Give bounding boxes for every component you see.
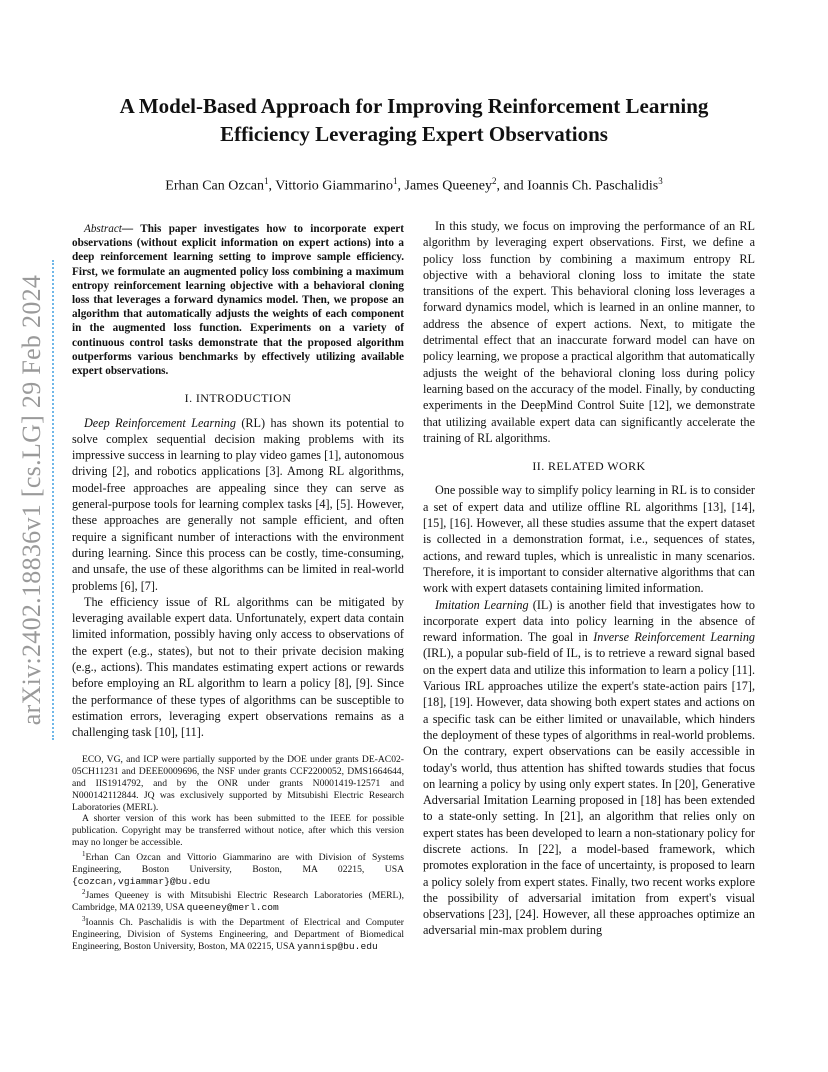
left-column: [72, 222, 404, 953]
footnote-text: Erhan Can Ozcan and Vittorio Giammarino are with Division of Systems Engineering, Boston University, Boston, MA 02215, USA: [72, 852, 404, 875]
abstract-dash: —: [121, 223, 141, 235]
author-separator: ,: [397, 178, 405, 194]
author-list: [80, 172, 748, 196]
author-name: James Queeney: [404, 178, 492, 194]
footnote-mark: 3: [82, 915, 86, 924]
email-address: {cozcan,vgiammar}@bu.edu: [72, 875, 211, 887]
author-affiliation-mark: 1: [264, 176, 269, 186]
arxiv-dotted-line: [52, 260, 60, 740]
related-paragraph-2: [423, 597, 755, 939]
footnote-text: James Queeney is with Mitsubishi Electric Research Laboratories (MERL), Cambridge, MA 02139, USA: [72, 890, 404, 914]
funding-footnote: ECO, VG, and ICP were partially supported by the DOE under grants DE-AC02-05CH11231 and DEEE0009696, the NSF under grants CCF2200052, DMS1664644, and IIS1914792, and by the ONR under grants N0001419-12571 and N000142112844. JQ was exclusively supported by Mitsubishi Electric Research Laboratories (MERL).: [72, 754, 404, 813]
related-text: (IL) is another field that investigates how to incorporate expert data into policy learning in the absence of reward information. The goal in: [423, 597, 755, 645]
author-affiliation-mark: 1: [393, 176, 398, 186]
intro-emphasis: Deep Reinforcement Learning: [84, 415, 236, 430]
arxiv-id-text: arXiv:2402.18836v1 [cs.LG] 29 Feb 2024: [17, 274, 46, 726]
affiliation-footnote-2: [72, 887, 404, 914]
footnotes: [72, 754, 404, 952]
right-column: [423, 218, 755, 939]
footnote-mark: 2: [82, 888, 86, 897]
author-name: Ioannis Ch. Paschalidis: [527, 178, 659, 194]
affiliation-footnote-3: [72, 914, 404, 953]
intro-paragraph-3: In this study, we focus on improving the performance of an RL algorithm by leveraging expert observations. First, we define a policy loss function by combining a maximum entropy RL objective with a behavioral cloning loss to imitate the state transitions of the expert. This behavioral cloning loss leverages a forward dynamics model, which is learned in an online manner, to address the absence of expert actions. Next, to mitigate the detrimental effect that an inaccurate forward model can have on policy learning, we propose a practical algorithm that automatically adjusts the weight of the behavioral cloning loss during policy learning based on the accuracy of the model. Finally, by conducting experiments in the DeepMind Control Suite [12], we demonstrate that utilizing available expert data can significantly accelerate the training of RL algorithms.: [423, 219, 755, 445]
email-address: queeney@merl.com: [186, 902, 279, 914]
footnote-mark: 1: [82, 849, 86, 858]
author-affiliation-mark: 3: [658, 176, 663, 186]
author-name: Vittorio Giammarino: [275, 178, 393, 194]
related-emphasis: Inverse Reinforcement Learning: [593, 630, 756, 645]
section-heading-related-work: II. RELATED WORK: [532, 459, 646, 474]
related-text: (IRL), a popular sub-field of IL, is to retrieve a reward signal based on the expert data and utilize this information to learn a policy [11]. Various IRL approaches utilize the expert's state-action pairs [17], [18], [19]. However, data showing both expert states and actions on a specific task can be either limited or unavailable, which hinders the deployment of these types of algorithms in real-world problems. On the contrary, expert observations can be easily accessible in today's world, thus attention has shifted towards studies that focus on learning a policy by using only expert states. In [20], Generative Adversarial Imitation Learning proposed in [18] has been extended to a state-only setting. In [21], an algorithm that relies only on expert states has been developed to learn a non-stationary policy for discrete actions. In [22], a model-based framework, which promotes exploration in the face of uncertainty, is proposed to learn a policy solely from expert states. Finally, two recent works explore the possibility of adversarial imitation from expert's visual observations [23], [24]. However, all these approaches optimize an adversarial min-max problem during: [423, 646, 755, 938]
intro-text: (RL) has shown its potential to solve complex sequential decision making problems with its impressive success in learning to play video games [1], autonomous driving [2], and robotics applications [3]. Among RL algorithms, model-free approaches are appealing since they can serve as general-purpose tools for learning complex tasks [4], [5]. However, these approaches are generally not sample efficient, and often require a significant number of interactions with the environment during learning. Since this process can be costly, time-consuming, and unsafe, the use of these algorithms can be limited in real-world problems [6], [7].: [72, 415, 404, 593]
author-separator: , and: [496, 178, 528, 194]
shorter-version-footnote: A shorter version of this work has been submitted to the IEEE for possible publication. Copyright may be transferred without notice, after which this version may no longer be accessible.: [72, 813, 404, 849]
arxiv-identifier-stamp: [14, 260, 50, 740]
related-paragraph-1: One possible way to simplify policy learning in RL is to consider a set of expert data and utilize offline RL algorithms [13], [14], [15], [16]. However, all these studies assume that the expert dataset is collected in a demonstration format, i.e., sequences of states, actions, and reward tuples, which is unrealistic in many scenarios. Therefore, it is important to consider alternative algorithms that can work with expert datasets containing limited information.: [423, 483, 755, 596]
intro-paragraph-1: [72, 415, 404, 594]
footnote-text: Ioannis Ch. Paschalidis is with the Department of Electrical and Computer Engineering, Division of Systems Engineering, and Department of Biomedical Engineering, Boston University, Boston, MA 02215, USA: [72, 917, 404, 952]
abstract-text: This paper investigates how to incorporate expert observations (without explicit information on expert actions) into a deep reinforcement learning setting to improve sample efficiency. First, we formulate an augmented policy loss combining a maximum entropy reinforcement learning objective with a behavioral cloning loss that leverages a forward dynamics model. Then, we propose an algorithm that automatically adjusts the weights of each component in the augmented loss function. Experiments on a variety of continuous control tasks demonstrate that the proposed algorithm outperforms various benchmarks by effectively utilizing available expert observations.: [72, 223, 404, 378]
section-heading-introduction: I. INTRODUCTION: [184, 391, 292, 406]
abstract-label: Abstract: [84, 223, 122, 235]
affiliation-footnote-1: [72, 849, 404, 888]
email-address: yannisp@bu.edu: [297, 940, 378, 952]
author-name: Erhan Can Ozcan: [165, 178, 264, 194]
related-emphasis: Imitation Learning: [435, 597, 529, 612]
author-affiliation-mark: 2: [491, 176, 497, 186]
intro-paragraph-2: The efficiency issue of RL algorithms can be mitigated by leveraging available expert data. Unfortunately, expert data contain limited information, possibly having only access to observations of the expert (e.g., states), but not to their private decision making (e.g., actions). This mandates estimating expert actions or rewards before employing an RL algorithm to learn a policy [8], [9]. Since the performance of these types of algorithms can be susceptible to estimation errors, leveraging expert observations remains as a challenging task [10], [11].: [72, 594, 404, 740]
abstract: [72, 222, 404, 378]
paper-title: A Model-Based Approach for Improving Reinforcement Learning Efficiency Leveraging Expert Observations: [119, 94, 709, 146]
author-separator: ,: [268, 178, 276, 194]
